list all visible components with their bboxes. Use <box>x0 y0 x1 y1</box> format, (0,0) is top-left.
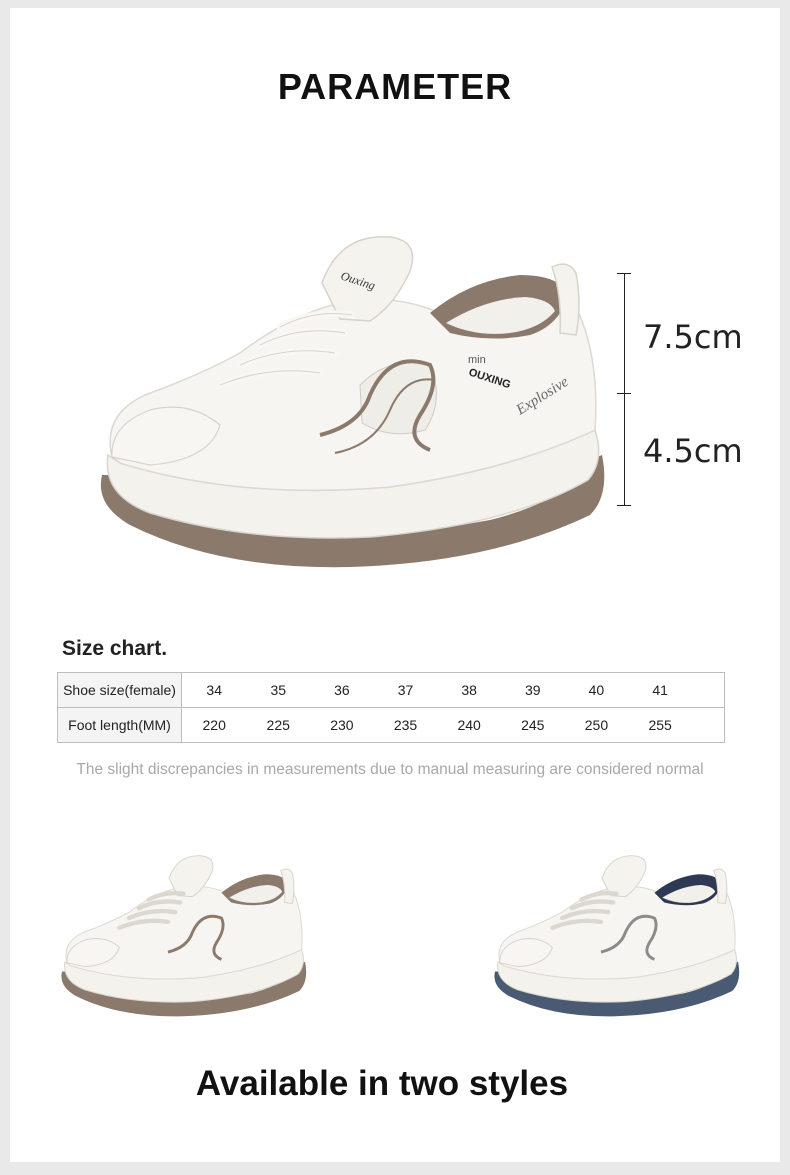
table-cell-empty <box>692 673 725 708</box>
size-chart-heading: Size chart. <box>62 637 168 660</box>
dimension-line-upper <box>624 273 625 393</box>
svg-text:Explosive: Explosive <box>513 373 572 419</box>
table-cell: 245 <box>501 708 565 743</box>
table-cell: 230 <box>310 708 374 743</box>
table-cell: 35 <box>246 673 310 708</box>
page-title: PARAMETER <box>277 66 513 107</box>
dimension-tick-bottom <box>617 505 631 506</box>
row-label: Foot length(MM) <box>58 708 182 743</box>
table-cell: 41 <box>628 673 692 708</box>
table-cell: 38 <box>437 673 501 708</box>
shoe-style-brown-image <box>55 850 315 1025</box>
table-cell: 36 <box>310 673 374 708</box>
table-cell: 240 <box>437 708 501 743</box>
measurement-note: The slight discrepancies in measurements due to manual measuring are considered normal <box>76 761 704 778</box>
table-row <box>58 708 725 743</box>
row-label: Shoe size(female) <box>58 673 182 708</box>
main-shoe-image <box>90 225 620 585</box>
table-cell: 39 <box>501 673 565 708</box>
svg-text:min: min <box>468 354 486 366</box>
svg-text:Ouxing: Ouxing <box>339 268 377 293</box>
table-cell-empty <box>692 708 725 743</box>
sole-height-label: 4.5cm <box>643 432 743 470</box>
dimension-line-sole <box>624 393 625 505</box>
styles-caption: Available in two styles <box>195 1064 569 1103</box>
table-cell: 250 <box>565 708 629 743</box>
upper-height-label: 7.5cm <box>643 318 743 356</box>
size-chart-table <box>57 672 725 743</box>
svg-text:OUXING: OUXING <box>467 366 513 392</box>
table-cell: 220 <box>182 708 247 743</box>
table-cell: 255 <box>628 708 692 743</box>
table-row <box>58 673 725 708</box>
table-cell: 235 <box>374 708 438 743</box>
table-cell: 34 <box>182 673 247 708</box>
shoe-style-navy-image <box>488 850 748 1025</box>
table-cell: 40 <box>565 673 629 708</box>
table-cell: 225 <box>246 708 310 743</box>
table-cell: 37 <box>374 673 438 708</box>
